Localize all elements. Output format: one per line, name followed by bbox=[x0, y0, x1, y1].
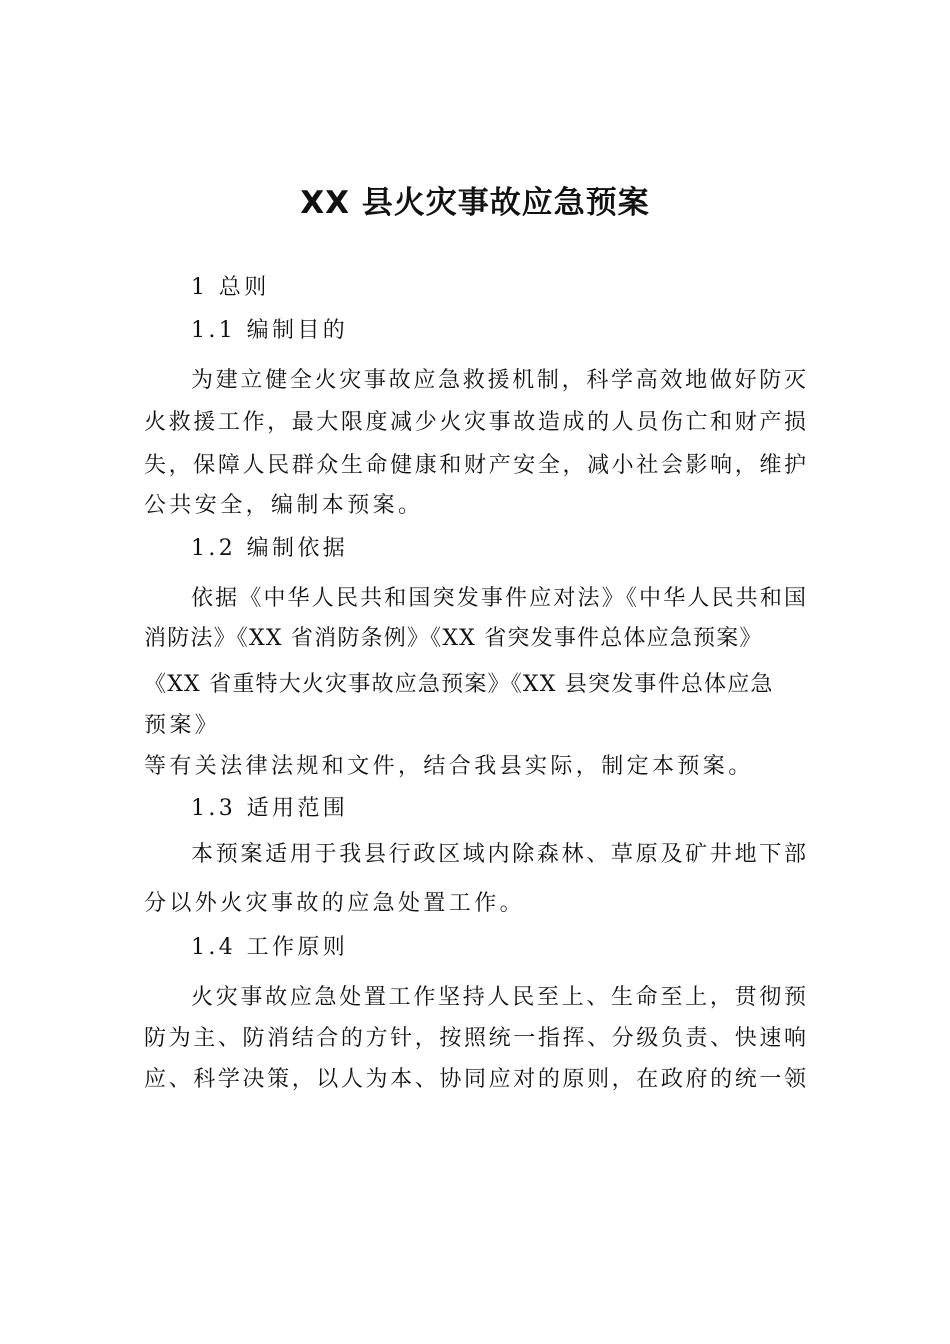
section-1-1-heading: 1.1 编制目的 bbox=[191, 318, 349, 343]
section-1-2-heading: 1.2 编制依据 bbox=[191, 536, 349, 561]
paragraph-line: 公共安全，编制本预案。 bbox=[144, 493, 424, 518]
section-1-3-heading: 1.3 适用范围 bbox=[191, 796, 349, 821]
paragraph-line: 防为主、防消结合的方针，按照统一指挥、分级负责、快速响 bbox=[144, 1026, 806, 1051]
paragraph-line: 《XX 省重特大火灾事故应急预案》《XX 县突发事件总体应急 bbox=[144, 672, 774, 697]
paragraph-line: 消防法》《XX 省消防条例》《XX 省突发事件总体应急预案》 bbox=[144, 626, 763, 651]
paragraph-line: 火救援工作，最大限度减少火灾事故造成的人员伤亡和财产损 bbox=[144, 410, 806, 435]
paragraph-line: 依据《中华人民共和国突发事件应对法》《中华人民共和国 bbox=[191, 586, 806, 611]
paragraph-line: 分以外火灾事故的应急处置工作。 bbox=[144, 891, 526, 916]
paragraph-line: 失，保障人民群众生命健康和财产安全，减小社会影响，维护 bbox=[144, 453, 806, 478]
paragraph-line: 预案》 bbox=[144, 713, 221, 738]
section-1-heading: 1 总则 bbox=[191, 275, 270, 300]
document-title: XX 县火灾事故应急预案 bbox=[300, 185, 650, 221]
paragraph-line: 本预案适用于我县行政区域内除森林、草原及矿井地下部 bbox=[191, 842, 806, 867]
paragraph-line: 等有关法律法规和文件，结合我县实际，制定本预案。 bbox=[144, 754, 754, 779]
section-1-4-heading: 1.4 工作原则 bbox=[191, 935, 349, 960]
paragraph-line: 应、科学决策，以人为本、协同应对的原则，在政府的统一领 bbox=[144, 1067, 806, 1092]
paragraph-line: 为建立健全火灾事故应急救援机制，科学高效地做好防灭 bbox=[191, 368, 806, 393]
paragraph-line: 火灾事故应急处置工作坚持人民至上、生命至上，贯彻预 bbox=[191, 985, 806, 1010]
